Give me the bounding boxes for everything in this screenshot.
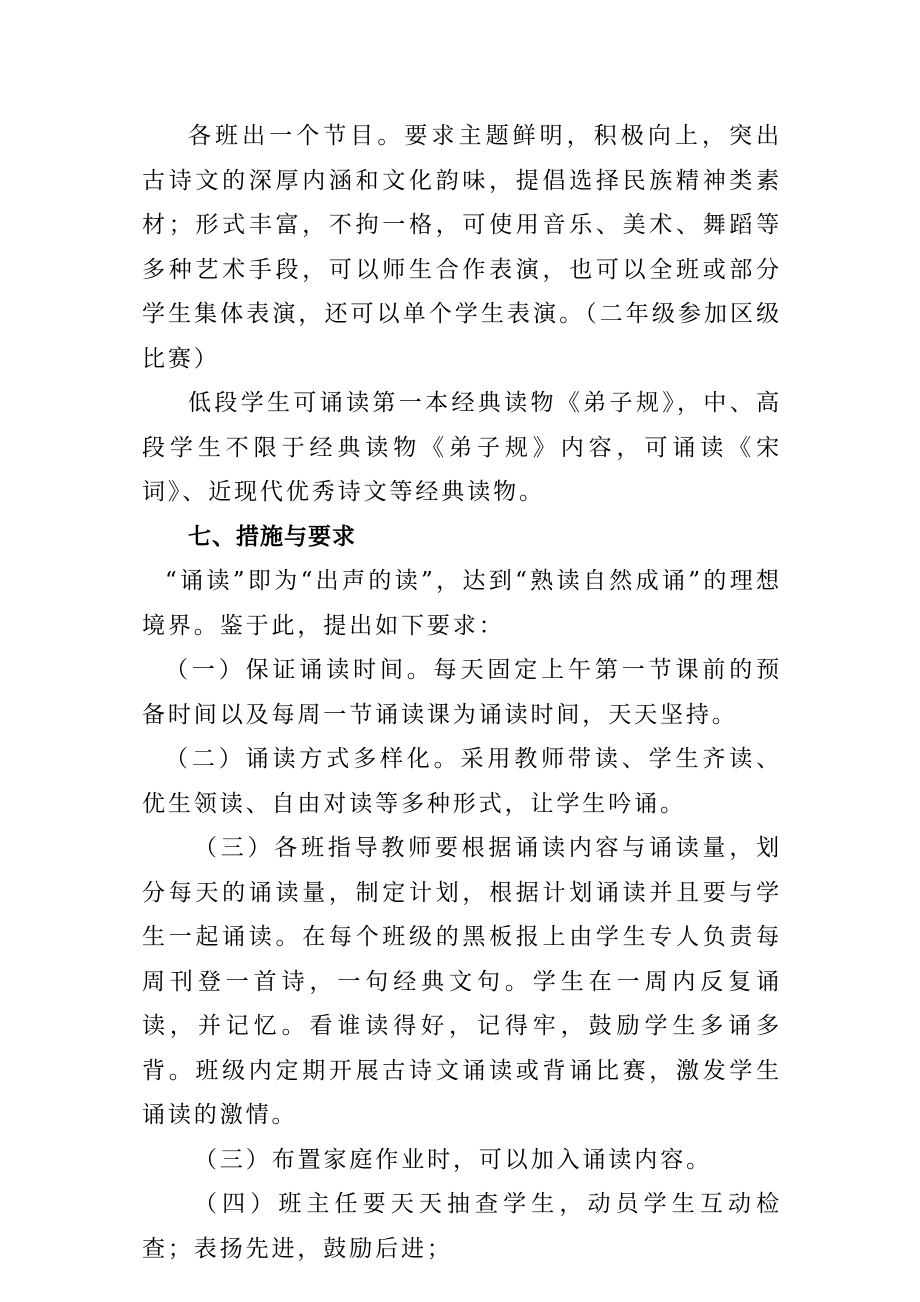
paragraph-item-3: （三）各班指导教师要根据诵读内容与诵读量，划分每天的诵读量，制定计划，根据计划诵读并且要与学生一起诵读。在每个班级的黑板报上由学生专人负责每周刊登一首诗，一句经典文句。学生在一周内反复诵读，并记忆。看谁读得好，记得牢，鼓励学生多诵多背。班级内定期开展古诗文诵读或背诵比赛，激发学生诵读的激情。 [142,835,782,1128]
paragraph-item-1: （一）保证诵读时间。每天固定上午第一节课前的预备时间以及每周一节诵读课为诵读时间，天天坚持。 [142,657,782,728]
paragraph-program-requirements: 各班出一个节目。要求主题鲜明，积极向上，突出古诗文的深厚内涵和文化韵味，提倡选择民族精神类素材；形式丰富，不拘一格，可使用音乐、美术、舞蹈等多种艺术手段，可以师生合作表演，也可以全班或部分学生集体表演，还可以单个学生表演。（二年级参加区级比赛） [142,123,782,372]
paragraph-item-3b: （三）布置家庭作业时，可以加入诵读内容。 [194,1146,712,1173]
document-body [142,114,782,1271]
paragraph-item-4: （四）班主任要天天抽查学生，动员学生互动检查；表扬先进，鼓励后进； [142,1191,782,1262]
paragraph-intro: “诵读”即为“出声的读”，达到“熟读自然成诵”的理想境界。鉴于此，提出如下要求： [142,568,782,639]
paragraph-item-2: （二）诵读方式多样化。采用教师带读、学生齐读、优生领读、自由对读等多种形式，让学生吟诵。 [142,746,782,817]
paragraph-reading-materials: 低段学生可诵读第一本经典读物《弟子规》，中、高段学生不限于经典读物《弟子规》内容，可诵读《宋词》、近现代优秀诗文等经典读物。 [142,390,782,505]
section-heading: 七、措施与要求 [188,523,356,550]
